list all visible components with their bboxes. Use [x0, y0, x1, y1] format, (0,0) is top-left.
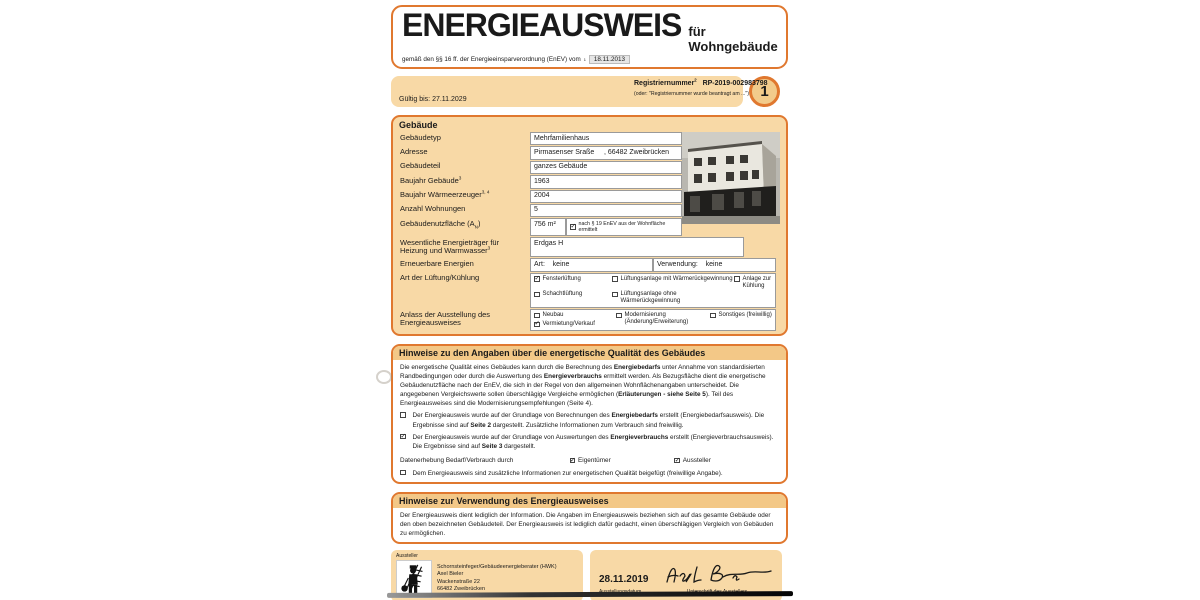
- quality-hints-section: [391, 344, 788, 484]
- checkbox-icon: [612, 292, 618, 298]
- quality-intro-paragraph: Die energetische Qualität eines Gebäudes kann durch die Berechnung des Energiebedarfs unter Annahme von standardisierten Randbedingungen oder durch die Auswertung des Energieverbrauchs ermittelt werden. Als Bezugsfläche dient die energetische Gebäudenutzfläche nach der EnEV, die sich in der Regel von den allgemeinen Wohnflächenangaben unterscheidet. Die angegebenen Vergleichswerte sollen überschlägige Vergleiche ermöglichen (Erläuterungen - siehe Seite 5). Teil des Energieausweises sind die Modernisierungsempfehlungen (Seite 4).: [400, 364, 766, 408]
- validity-row: [391, 76, 788, 107]
- law-reference-line: gemäß den §§ 16 ff. der Energieeinsparverordnung (EnEV) vom 1 18.11.2013: [402, 55, 777, 64]
- checkbox-icon: [616, 313, 622, 319]
- issuer-profession: Schornsteinfeger/Gebäudeenergieberater (HWK): [437, 564, 557, 571]
- row-value: 5: [530, 204, 682, 217]
- validity-strip: [391, 76, 768, 107]
- option-eigentuemer: ✓ Eigentümer: [570, 456, 675, 465]
- issuer-city: 66482 Zweibrücken: [437, 585, 486, 592]
- usage-hints-title: Hinweise zur Verwendung des Energieausweises: [393, 494, 786, 508]
- pencil-mark-artifact: [376, 370, 392, 384]
- row-value: Mehrfamilienhaus: [530, 132, 682, 145]
- law-reference-text: gemäß den §§ 16 ff. der Energieeinsparverordnung (EnEV) vom: [402, 56, 581, 63]
- checkbox-icon: [674, 458, 680, 464]
- checkbox-icon: [570, 458, 576, 464]
- page-number-badge: 1: [749, 76, 780, 107]
- option-verbrauchsausweis: ✓ Der Energieausweis wurde auf der Grundlage von Auswertungen des Energieverbrauchs erstellt (Energieverbrauchsausweis). Die Ergebnisse sind auf Seite 3 dargestellt.: [400, 433, 779, 451]
- building-photo: [682, 132, 780, 224]
- usage-hints-section: [391, 492, 788, 544]
- area-method-cell: [566, 218, 682, 236]
- option-zusatzinformationen: Dem Energieausweis sind zusätzliche Informationen zur energetischen Qualität beigefügt (freiwillige Angabe).: [400, 469, 779, 478]
- option-lueftung-ohne-wrg: Lüftungsanlage ohne Wärmerückgewinnung: [612, 290, 734, 306]
- document-subtitle: für Wohngebäude: [688, 24, 778, 54]
- renewables-use-cell: Verwendung: keine: [653, 258, 776, 271]
- registry-number-value: RP-2019-002983798: [702, 80, 768, 87]
- issue-date: 28.11.2019: [599, 574, 649, 586]
- checkbox-icon: [400, 434, 406, 440]
- option-sonstiges: Sonstiges (freiwillig): [710, 311, 772, 320]
- row-label: Baujahr Gebäude$^3$: [400, 175, 462, 185]
- option-schachtlueftung: Schachtlüftung: [534, 290, 612, 306]
- title-box: [391, 5, 788, 69]
- law-date-value: 18.11.2013: [589, 55, 630, 64]
- handwritten-signature: [663, 562, 775, 588]
- table-row-energy: [396, 237, 783, 257]
- option-modernisierung: Modernisierung (Änderung/Erweiterung): [616, 311, 710, 327]
- table-row-ventilation: [396, 273, 783, 309]
- registry-label: Registriernummer: [634, 80, 695, 87]
- option-lueftung-mit-wrg: Lüftungsanlage mit Wärmerückgewinnung: [612, 275, 734, 291]
- row-label: Gebäudenutzfläche $(A_N)$: [400, 218, 481, 230]
- checkbox-icon: [534, 322, 540, 328]
- building-section: [391, 115, 788, 336]
- row-value: Erdgas H: [530, 237, 744, 257]
- checkbox-icon: [734, 276, 740, 282]
- row-label: Gebäudetyp: [400, 132, 441, 142]
- checkbox-icon: [400, 470, 406, 476]
- energy-certificate-page: [391, 0, 788, 600]
- option-anlage-kuehlung: Anlage zur Kühlung: [734, 275, 778, 291]
- row-label: Gebäudeteil: [400, 161, 441, 171]
- checkbox-icon: [534, 313, 540, 319]
- row-value: 1963: [530, 175, 682, 188]
- row-label: Anzahl Wohnungen: [400, 204, 466, 214]
- row-value: Pirmasenser Sraße , 66482 Zweibrücken: [530, 146, 682, 159]
- registry-note: (oder: "Registriernummer wurde beantragt am ..."): [634, 91, 749, 97]
- data-collection-row: [400, 456, 779, 465]
- document-title: ENERGIEAUSWEIS: [402, 7, 682, 43]
- footnote-marker: 2: [694, 77, 697, 83]
- checkbox-icon: [612, 276, 618, 282]
- row-label: Erneuerbare Energien: [400, 258, 474, 268]
- row-label: Adresse: [400, 146, 428, 156]
- checkbox-icon: [534, 276, 540, 282]
- row-label: Wesentliche Energieträger für Heizung und Warmwasser$^3$: [400, 237, 500, 256]
- option-vermietung-verkauf: ✓ Vermietung/Verkauf: [534, 320, 616, 329]
- checkbox-icon: [710, 313, 716, 319]
- registry-number-line: [634, 77, 768, 87]
- checkbox-icon: [570, 224, 576, 230]
- table-row-renewables: [396, 258, 783, 271]
- issuer-street: Wackenstraße 22: [437, 578, 480, 585]
- row-label: Baujahr Wärmeerzeuger$^{3, 4}$: [400, 189, 490, 200]
- checkbox-icon: [400, 412, 406, 418]
- renewables-art-cell: Art: keine: [530, 258, 653, 271]
- issuer-name: Axel Bieler: [437, 571, 464, 578]
- row-label: Art der Lüftung/Kühlung: [400, 273, 480, 283]
- usage-hints-text: Der Energieausweis dient lediglich der Information. Die Angaben im Energieausweis beziehen sich auf das gesamte Gebäude oder den oben bezeichneten Gebäudeteil. Der Energieausweis ist lediglich dafür gedacht, einen überschlägigen Vergleich von Gebäuden zu ermöglichen.: [400, 512, 774, 538]
- issuer-box-label: Aussteller: [396, 553, 418, 560]
- row-value: 2004: [530, 190, 682, 203]
- building-section-title: Gebäude: [399, 119, 438, 130]
- area-value: 756 m²: [530, 218, 566, 236]
- quality-hints-title: Hinweise zu den Angaben über die energetische Qualität des Gebäudes: [393, 346, 786, 360]
- option-aussteller: ✓ Aussteller: [674, 456, 779, 465]
- row-label: Anlass der Ausstellung des Energieausweises: [400, 309, 491, 328]
- option-bedarfsausweis: Der Energieausweis wurde auf der Grundlage von Berechnungen des Energiebedarfs erstellt (Energiebedarfsausweis). Die Ergebnisse sind auf Seite 2 dargestellt. Zusätzliche Informationen zum Verbrauch sind freiwillig.: [400, 411, 779, 429]
- data-collection-label: Datenerhebung Bedarf/Verbrauch durch: [400, 456, 514, 464]
- checkbox-icon: [534, 292, 540, 298]
- row-value: ganzes Gebäude: [530, 161, 682, 174]
- option-fensterlueftung: ✓ Fensterlüftung: [534, 275, 612, 291]
- option-neubau: Neubau: [534, 311, 616, 320]
- table-row-occasion: [396, 309, 783, 331]
- valid-until-text: Gültig bis: 27.11.2029: [399, 96, 467, 103]
- area-method-label: nach § 19 EnEV aus der Wohnfläche ermittelt: [578, 220, 666, 234]
